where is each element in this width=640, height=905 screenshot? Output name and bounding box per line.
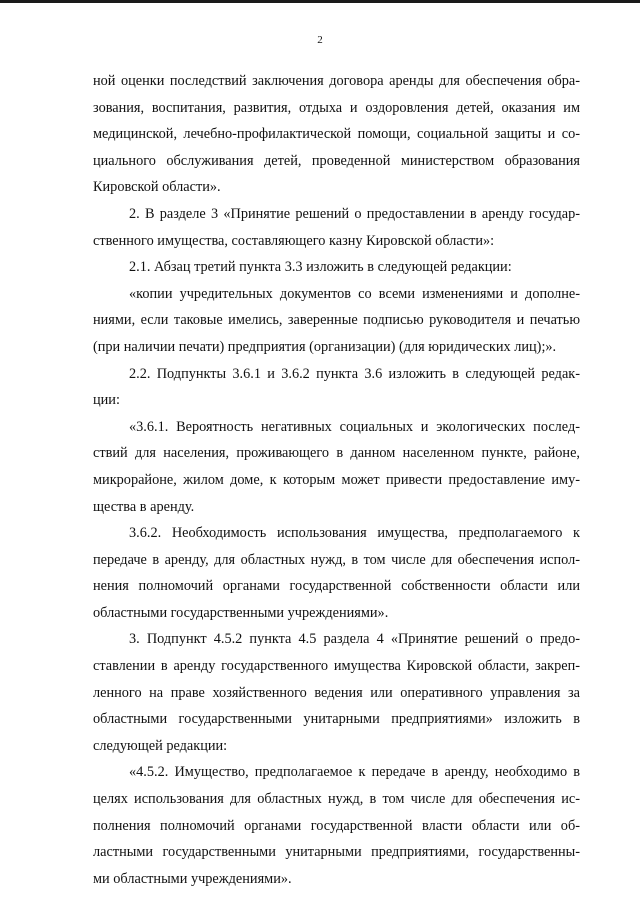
text-line: ции: [93, 392, 120, 409]
paragraph-p8 [93, 626, 580, 759]
text-line: нения полномочий органами государственной собственности области или [93, 578, 580, 595]
text-line: полнения полномочий органами государственной власти области или об- [93, 817, 580, 834]
text-line: зования, воспитания, развития, отдыха и оздоровления детей, оказания им [93, 99, 580, 116]
text-line: «4.5.2. Имущество, предполагаемое к передаче в аренду, необходимо в [129, 764, 580, 781]
text-line: щества в аренду. [93, 498, 195, 515]
text-line: медицинской, лечебно-профилактической помощи, социальной защиты и со- [93, 126, 580, 143]
paragraph-p9 [93, 759, 580, 892]
text-line: ниями, если таковые имелись, заверенные подписью руководителя и печатью [93, 312, 580, 329]
text-line: 2.1. Абзац третий пункта 3.3 изложить в следующей редакции: [129, 259, 512, 276]
paragraph-p6 [93, 414, 580, 520]
text-line: целях использования для областных нужд, в том числе для обеспечения ис- [93, 791, 580, 808]
paragraph-p1 [93, 68, 580, 201]
text-line: ми областными учреждениями». [93, 870, 292, 887]
text-line: ставлении в аренду государственного имущества Кировской области, закреп- [93, 658, 580, 675]
text-line: ственного имущества, составляющего казну Кировской области»: [93, 232, 495, 249]
paragraph-p7 [93, 520, 580, 626]
paragraph-p3 [93, 254, 580, 281]
text-line: ной оценки последствий заключения договора аренды для обеспечения обра- [93, 73, 580, 89]
text-line: ствий для населения, проживающего в данном населенном пункте, районе, [93, 445, 580, 462]
text-line: (при наличии печати) предприятия (организации) (для юридических лиц);». [93, 338, 557, 355]
text-line: микрорайоне, жилом доме, к которым может привести предоставление иму- [93, 471, 580, 488]
text-line: «копии учредительных документов со всеми изменениями и дополне- [129, 285, 580, 302]
document-body [93, 68, 580, 892]
paragraph-p4 [93, 281, 580, 361]
paragraph-p5 [93, 361, 580, 414]
text-line: ластными государственными унитарными предприятиями, государственны- [93, 844, 580, 861]
text-line: «3.6.1. Вероятность негативных социальных и экологических послед- [129, 418, 580, 435]
text-line: 3.6.2. Необходимость использования имущества, предполагаемого к [129, 525, 580, 542]
text-line: 2. В разделе 3 «Принятие решений о предоставлении в аренду государ- [129, 205, 580, 222]
text-line: передаче в аренду, для областных нужд, в том числе для обеспечения испол- [93, 551, 580, 568]
text-line: 3. Подпункт 4.5.2 пункта 4.5 раздела 4 «Принятие решений о предо- [129, 631, 580, 648]
text-line: Кировской области». [93, 179, 221, 196]
paragraph-p2 [93, 201, 580, 254]
text-line: областными государственными унитарными предприятиями» изложить в [93, 711, 580, 728]
text-line: следующей редакции: [93, 737, 228, 754]
page-top-edge [0, 0, 640, 3]
text-line: 2.2. Подпункты 3.6.1 и 3.6.2 пункта 3.6 изложить в следующей редак- [129, 365, 580, 382]
page-number: 2 [317, 34, 323, 46]
text-line: циального обслуживания детей, проведенной министерством образования [93, 152, 580, 169]
text-line: ленного на праве хозяйственного ведения или оперативного управления за [93, 684, 580, 701]
text-line: областными государственными учреждениями». [93, 604, 389, 621]
